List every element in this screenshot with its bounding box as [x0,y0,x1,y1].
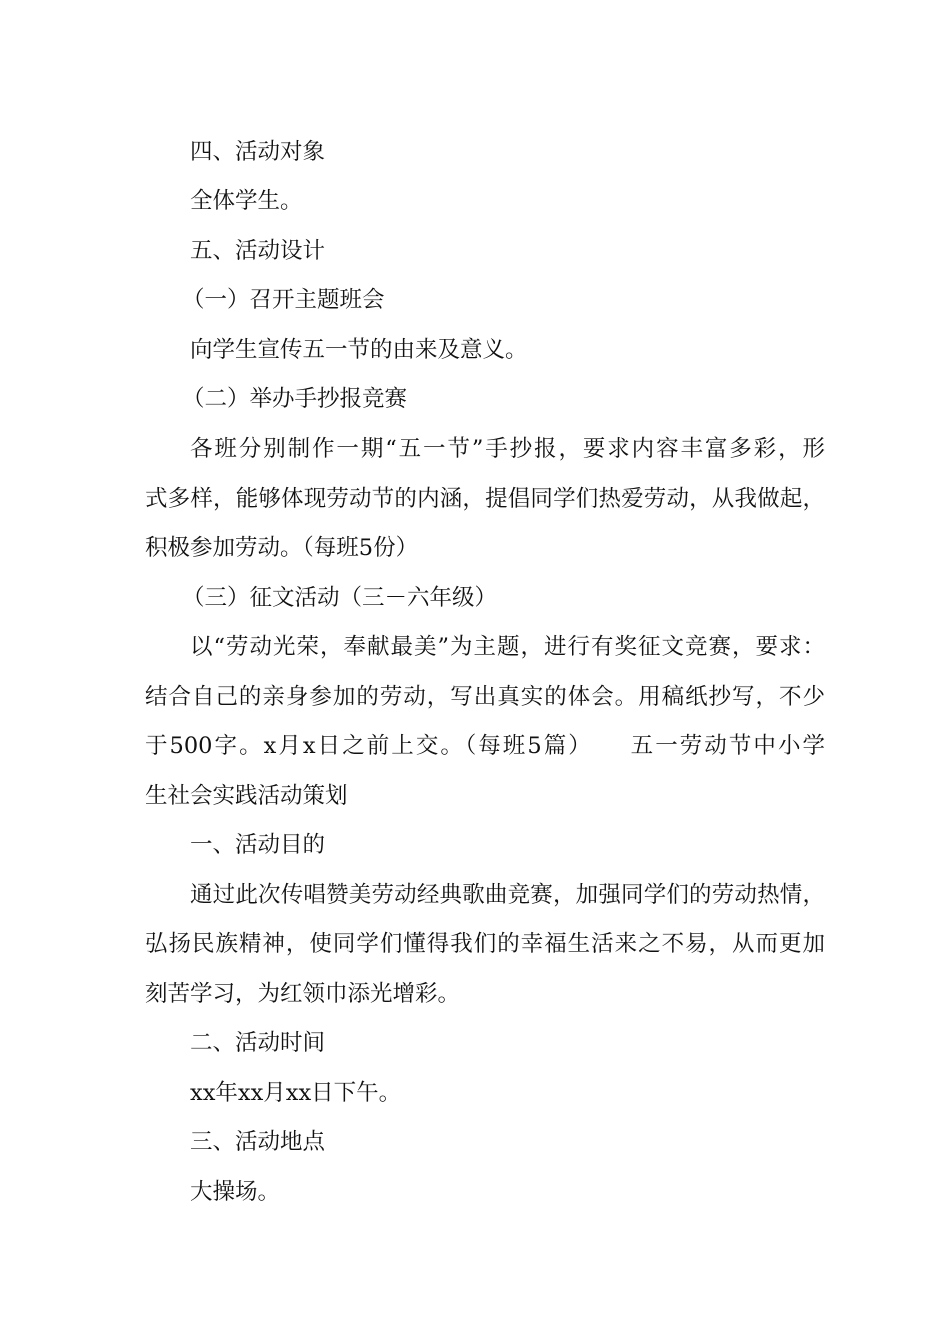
subheading-handwritten-newspaper: （二）举办手抄报竞赛 [182,386,408,412]
section-heading-target: 四、活动对象 [190,139,326,165]
section-heading-location: 三、活动地点 [190,1129,326,1155]
paragraph-newspaper-line: 积极参加劳动。（每班5份） [145,535,419,561]
section-heading-time: 二、活动时间 [190,1030,326,1056]
paragraph-time: xx年xx月xx日下午。 [190,1080,402,1106]
paragraph-purpose-line: 通过此次传唱赞美劳动经典歌曲竞赛，加强同学们的劳动热情， [190,882,825,908]
paragraph-newspaper-line: 各班分别制作一期“五一节”手抄报，要求内容丰富多彩，形 [190,436,825,462]
paragraph-essay-line: 结合自己的亲身参加的劳动，写出真实的体会。用稿纸抄写，不少 [145,684,825,710]
paragraph-essay-line: 于500字。x月x日之前上交。（每班5篇） 五一劳动节中小学 [145,733,825,759]
paragraph-purpose-line: 刻苦学习，为红领巾添光增彩。 [145,981,461,1007]
paragraph-newspaper-line: 式多样，能够体现劳动节的内涵，提倡同学们热爱劳动，从我做起， [145,486,825,512]
paragraph-purpose-line: 弘扬民族精神，使同学们懂得我们的幸福生活来之不易，从而更加 [145,931,825,957]
section-heading-design: 五、活动设计 [190,238,326,264]
subheading-essay-activity: （三）征文活动（三－六年级） [182,585,498,611]
subheading-class-meeting: （一）召开主题班会 [182,287,385,313]
paragraph-location: 大操场。 [190,1179,281,1205]
paragraph-essay-line: 以“劳动光荣，奉献最美”为主题，进行有奖征文竞赛，要求： [190,634,825,660]
section-heading-purpose: 一、活动目的 [190,832,326,858]
paragraph-target: 全体学生。 [190,188,303,214]
paragraph-class-meeting: 向学生宣传五一节的由来及意义。 [190,337,528,363]
document-title: 生社会实践活动策划 [145,783,348,809]
